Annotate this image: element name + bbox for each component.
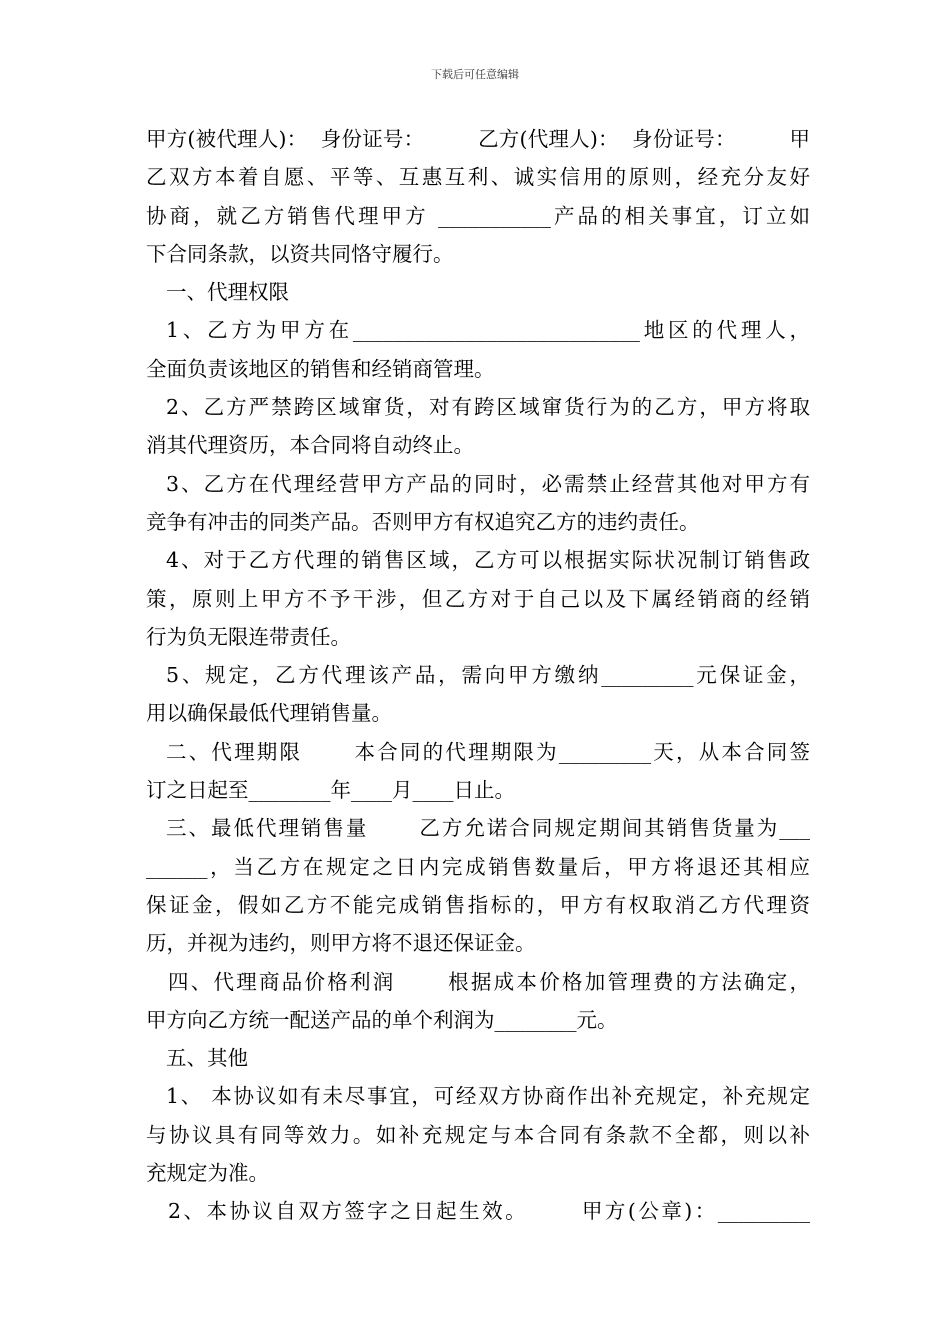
text-line: 3、乙方在代理经营甲方产品的同时，必需禁止经营其他对甲方有 bbox=[166, 471, 810, 496]
text-line: 三、最低代理销售量 乙方允诺合同规定期间其销售货量为___ bbox=[166, 816, 810, 841]
text-line: 一、代理权限 bbox=[166, 280, 289, 305]
text-line: 历，并视为违约，则甲方将不退还保证金。 bbox=[146, 931, 536, 956]
text-line: 2、本协议自双方签字之日起生效。 甲方(公章)：_________ bbox=[168, 1199, 810, 1224]
text-line: 全面负责该地区的销售和经销商管理。 bbox=[146, 356, 495, 381]
text-line: 订之日起至________年____月____日止。 bbox=[146, 778, 515, 803]
text-line: 甲方(被代理人)： 身份证号： 乙方(代理人)： 身份证号： 甲 bbox=[146, 127, 810, 151]
text-line: 保证金，假如乙方不能完成销售指标的，甲方有权取消乙方代理资 bbox=[146, 892, 810, 917]
text-line: 充规定为准。 bbox=[146, 1161, 269, 1186]
text-line: 消其代理资历，本合同将自动终止。 bbox=[146, 433, 474, 458]
text-line: 策，原则上甲方不予干涉，但乙方对于自己以及下属经销商的经销 bbox=[146, 586, 810, 611]
text-line: 2、乙方严禁跨区域窜货，对有跨区域窜货行为的乙方，甲方将取 bbox=[166, 395, 810, 420]
text-line: ______，当乙方在规定之日内完成销售数量后，甲方将退还其相应 bbox=[146, 854, 810, 879]
text-line: 4、对于乙方代理的销售区域，乙方可以根据实际状况制订销售政 bbox=[166, 548, 810, 573]
text-line: 1、 本协议如有未尽事宜，可经双方协商作出补充规定，补充规定 bbox=[166, 1084, 810, 1109]
contract-body bbox=[146, 120, 810, 1231]
text-line: 协商，就乙方销售代理甲方 ___________产品的相关事宜，订立如 bbox=[146, 203, 810, 228]
page-header-note: 下载后可任意编辑 bbox=[431, 68, 519, 81]
text-line: 行为负无限连带责任。 bbox=[146, 624, 351, 649]
text-line: 五、其他 bbox=[166, 1046, 248, 1071]
text-line: 甲方向乙方统一配送产品的单个利润为________元。 bbox=[146, 1007, 618, 1032]
text-line: 四、代理商品价格利润 根据成本价格加管理费的方法确定， bbox=[168, 969, 810, 994]
text-line: 与协议具有同等效力。如补充规定与本合同有条款不全都，则以补 bbox=[146, 1122, 810, 1147]
text-line: 用以确保最低代理销售量。 bbox=[146, 701, 392, 726]
text-line: 下合同条款，以资共同恪守履行。 bbox=[146, 241, 454, 266]
text-line: 乙双方本着自愿、平等、互惠互利、诚实信用的原则，经充分友好 bbox=[146, 165, 810, 190]
text-line: 竞争有冲击的同类产品。否则甲方有权追究乙方的违约责任。 bbox=[146, 509, 700, 534]
text-line: 二、代理期限 本合同的代理期限为_________天，从本合同签 bbox=[166, 739, 810, 764]
text-line: 1、乙方为甲方在____________________________地区的代理人， bbox=[166, 318, 810, 343]
text-line: 5、规定，乙方代理该产品，需向甲方缴纳_________元保证金， bbox=[166, 663, 810, 688]
